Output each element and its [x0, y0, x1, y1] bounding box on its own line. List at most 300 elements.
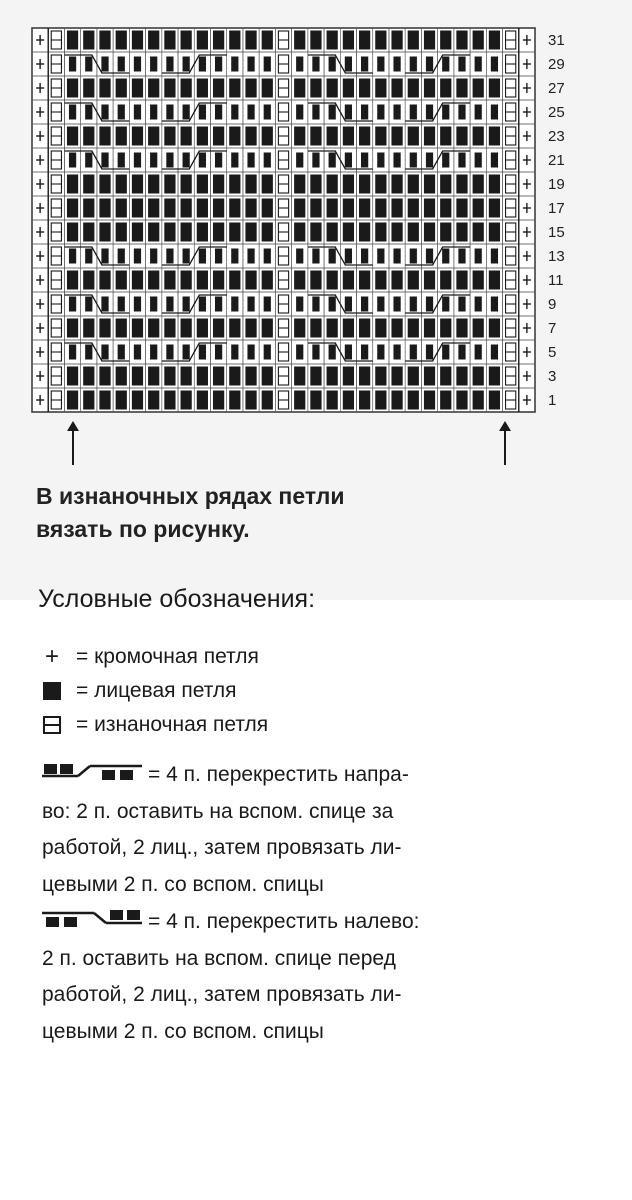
- knit-stitch-mark: [262, 223, 273, 242]
- knit-stitch-mark: [101, 297, 108, 312]
- knit-stitch-mark: [377, 345, 384, 360]
- knit-stitch-mark: [489, 223, 500, 242]
- knit-stitch-mark: [245, 319, 256, 338]
- knit-stitch-mark: [440, 271, 451, 290]
- knit-stitch-mark: [69, 345, 76, 360]
- knit-stitch-mark: [99, 175, 110, 194]
- knit-stitch-mark: [67, 271, 78, 290]
- row-number: 5: [548, 344, 557, 361]
- knit-stitch-mark: [148, 199, 159, 218]
- knit-stitch-mark: [101, 105, 108, 120]
- knit-stitch-mark: [456, 271, 467, 290]
- knit-stitch-mark: [231, 345, 238, 360]
- knit-stitch-mark: [440, 319, 451, 338]
- knit-stitch-mark: [118, 345, 125, 360]
- knit-stitch-mark: [458, 105, 465, 120]
- knit-stitch-mark: [408, 271, 419, 290]
- knit-stitch-mark: [245, 271, 256, 290]
- knit-stitch-mark: [343, 223, 354, 242]
- knit-stitch-mark: [116, 31, 127, 50]
- knit-stitch-mark: [296, 345, 303, 360]
- knit-stitch-mark: [213, 199, 224, 218]
- knit-stitch-mark: [164, 31, 175, 50]
- note-line: вязать по рисунку.: [36, 516, 250, 542]
- knit-stitch-mark: [393, 345, 400, 360]
- knit-stitch-mark: [327, 79, 338, 98]
- knit-stitch-mark: [134, 249, 141, 264]
- knit-stitch-mark: [491, 249, 498, 264]
- knit-stitch-mark: [327, 31, 338, 50]
- row-numbers: [548, 32, 565, 409]
- knit-stitch-mark: [229, 31, 240, 50]
- knit-stitch-mark: [231, 153, 238, 168]
- knit-stitch-mark: [343, 391, 354, 410]
- knit-stitch-mark: [440, 391, 451, 410]
- knit-stitch-mark: [391, 271, 402, 290]
- knit-stitch-mark: [166, 153, 173, 168]
- knit-stitch-mark: [148, 271, 159, 290]
- knit-stitch-mark: [132, 271, 143, 290]
- knit-stitch-mark: [375, 319, 386, 338]
- knit-stitch-mark: [85, 57, 92, 72]
- knit-stitch-mark: [361, 57, 368, 72]
- knit-stitch-mark: [247, 345, 254, 360]
- knit-stitch-mark: [181, 319, 192, 338]
- knit-stitch-mark: [458, 249, 465, 264]
- knit-stitch-mark: [134, 297, 141, 312]
- knit-stitch-mark: [458, 297, 465, 312]
- knit-stitch-mark: [164, 79, 175, 98]
- knit-stitch-mark: [264, 153, 271, 168]
- knit-stitch-mark: [375, 199, 386, 218]
- knit-stitch-mark: [183, 105, 190, 120]
- row-number: 15: [548, 224, 565, 241]
- knit-stitch-mark: [456, 199, 467, 218]
- knit-stitch-mark: [294, 367, 305, 386]
- knit-stitch-mark: [245, 127, 256, 146]
- knit-stitch-mark: [475, 57, 482, 72]
- knit-stitch-mark: [164, 127, 175, 146]
- knit-stitch-mark: [116, 79, 127, 98]
- knit-stitch-mark: [327, 199, 338, 218]
- row-number: 7: [548, 320, 557, 337]
- knit-stitch-mark: [229, 79, 240, 98]
- knit-stitch-mark: [83, 271, 94, 290]
- legend-edge-stitch: [42, 642, 267, 672]
- knit-stitch-mark: [442, 249, 449, 264]
- knit-stitch-mark: [197, 199, 208, 218]
- knit-stitch-mark: [343, 127, 354, 146]
- knit-stitch-mark: [83, 127, 94, 146]
- knit-stitch-mark: [99, 271, 110, 290]
- knit-stitch-mark: [359, 175, 370, 194]
- knit-stitch-mark: [329, 105, 336, 120]
- knit-stitch-mark: [375, 223, 386, 242]
- knit-stitch-mark: [440, 31, 451, 50]
- legend-purl-text: = изнаночная петля: [76, 713, 269, 736]
- knit-stitch-mark: [197, 223, 208, 242]
- knit-stitch-mark: [359, 367, 370, 386]
- knit-stitch-mark: [327, 127, 338, 146]
- knit-stitch-mark: [213, 31, 224, 50]
- cable-right-icon: [42, 762, 144, 784]
- knit-stitch-mark: [489, 175, 500, 194]
- knit-stitch-mark: [229, 271, 240, 290]
- knit-stitch-mark: [329, 57, 336, 72]
- knit-stitch-mark: [101, 345, 108, 360]
- knit-stitch-mark: [183, 249, 190, 264]
- knit-stitch-mark: [229, 175, 240, 194]
- knit-stitch-mark: [345, 153, 352, 168]
- knit-stitch-mark: [424, 223, 435, 242]
- knit-stitch-mark: [262, 367, 273, 386]
- knit-stitch-mark: [229, 391, 240, 410]
- knit-stitch-mark: [294, 391, 305, 410]
- knit-stitch-mark: [264, 297, 271, 312]
- knit-stitch-mark: [345, 345, 352, 360]
- knit-stitch-mark: [391, 391, 402, 410]
- knit-stitch-mark: [359, 31, 370, 50]
- knit-stitch-mark: [215, 57, 222, 72]
- knit-stitch-mark: [132, 199, 143, 218]
- knit-stitch-mark: [458, 153, 465, 168]
- knit-stitch-mark: [408, 79, 419, 98]
- knit-stitch-mark: [424, 127, 435, 146]
- knit-stitch-mark: [424, 175, 435, 194]
- knit-stitch-mark: [199, 249, 206, 264]
- knit-stitch-mark: [294, 199, 305, 218]
- knit-stitch-mark: [424, 31, 435, 50]
- knit-stitch-mark: [67, 391, 78, 410]
- knit-stitch-mark: [442, 153, 449, 168]
- knit-stitch-mark: [231, 105, 238, 120]
- knit-stitch-mark: [375, 31, 386, 50]
- knit-stitch-mark: [264, 105, 271, 120]
- knit-stitch-mark: [197, 319, 208, 338]
- knit-stitch-mark: [99, 127, 110, 146]
- knit-stitch-mark: [426, 297, 433, 312]
- note-text: [36, 480, 596, 546]
- knit-stitch-mark: [247, 249, 254, 264]
- knit-stitch-mark: [215, 249, 222, 264]
- knit-stitch-mark: [426, 57, 433, 72]
- knit-stitch-mark: [377, 153, 384, 168]
- knit-stitch-mark: [67, 199, 78, 218]
- knit-stitch-mark: [245, 31, 256, 50]
- knit-stitch-mark: [310, 79, 321, 98]
- cable-left-text-2: 2 п. оставить на вспом. спице перед: [42, 946, 396, 970]
- knit-stitch-mark: [359, 391, 370, 410]
- knit-stitch-mark: [229, 319, 240, 338]
- knit-stitch-mark: [473, 367, 484, 386]
- knit-stitch-mark: [473, 31, 484, 50]
- knit-stitch-mark: [359, 223, 370, 242]
- knit-stitch-mark: [116, 271, 127, 290]
- knit-stitch-mark: [213, 127, 224, 146]
- knit-stitch-mark: [67, 223, 78, 242]
- knit-stitch-mark: [132, 79, 143, 98]
- knit-stitch-mark: [391, 175, 402, 194]
- knit-stitch-icon: [42, 681, 62, 701]
- knit-stitch-mark: [440, 127, 451, 146]
- knit-stitch-mark: [132, 367, 143, 386]
- knit-stitch-mark: [197, 127, 208, 146]
- knit-stitch-mark: [262, 175, 273, 194]
- knit-stitch-mark: [262, 127, 273, 146]
- row-number: 9: [548, 296, 557, 313]
- knit-stitch-mark: [181, 79, 192, 98]
- knit-stitch-mark: [166, 249, 173, 264]
- knit-stitch-mark: [245, 223, 256, 242]
- knit-stitch-mark: [377, 297, 384, 312]
- knit-stitch-mark: [440, 199, 451, 218]
- knit-stitch-mark: [181, 391, 192, 410]
- knit-stitch-mark: [475, 153, 482, 168]
- knit-stitch-mark: [393, 297, 400, 312]
- knit-stitch-mark: [410, 249, 417, 264]
- knit-stitch-mark: [312, 153, 319, 168]
- knit-stitch-mark: [456, 31, 467, 50]
- knit-stitch-mark: [247, 57, 254, 72]
- knit-stitch-mark: [442, 57, 449, 72]
- knit-stitch-mark: [99, 31, 110, 50]
- knit-stitch-mark: [359, 271, 370, 290]
- knit-stitch-mark: [83, 223, 94, 242]
- knit-stitch-mark: [85, 105, 92, 120]
- knit-stitch-mark: [132, 175, 143, 194]
- knit-stitch-mark: [181, 199, 192, 218]
- knit-stitch-mark: [264, 57, 271, 72]
- knit-stitch-mark: [361, 297, 368, 312]
- cable-right-text-1: = 4 п. перекрестить напра-: [148, 763, 409, 786]
- knit-stitch-mark: [458, 57, 465, 72]
- knit-stitch-mark: [343, 79, 354, 98]
- knit-stitch-mark: [215, 345, 222, 360]
- knit-stitch-mark: [310, 175, 321, 194]
- knit-stitch-mark: [491, 57, 498, 72]
- knit-stitch-mark: [69, 57, 76, 72]
- cable-right-text-4: цевыми 2 п. со вспом. спицы: [42, 872, 324, 896]
- knit-stitch-mark: [199, 345, 206, 360]
- knit-stitch-mark: [408, 319, 419, 338]
- knit-stitch-mark: [164, 367, 175, 386]
- knit-stitch-mark: [310, 31, 321, 50]
- knit-stitch-mark: [231, 57, 238, 72]
- knit-stitch-mark: [118, 57, 125, 72]
- knit-stitch-mark: [67, 127, 78, 146]
- knit-stitch-mark: [310, 223, 321, 242]
- knit-stitch-mark: [393, 249, 400, 264]
- knit-stitch-mark: [215, 105, 222, 120]
- knit-stitch-mark: [310, 367, 321, 386]
- knit-stitch-mark: [164, 175, 175, 194]
- knit-stitch-mark: [473, 271, 484, 290]
- knit-stitch-mark: [473, 223, 484, 242]
- cable-left-text-4: цевыми 2 п. со вспом. спицы: [42, 1019, 324, 1043]
- knit-stitch-mark: [83, 79, 94, 98]
- knit-stitch-mark: [343, 271, 354, 290]
- knit-stitch-mark: [83, 391, 94, 410]
- knit-stitch-mark: [343, 175, 354, 194]
- knit-stitch-mark: [134, 153, 141, 168]
- knit-stitch-mark: [69, 105, 76, 120]
- knit-stitch-mark: [213, 175, 224, 194]
- knit-stitch-mark: [245, 391, 256, 410]
- knit-stitch-mark: [83, 367, 94, 386]
- row-number: 11: [548, 272, 564, 289]
- knit-stitch-mark: [262, 319, 273, 338]
- knit-stitch-mark: [134, 57, 141, 72]
- knit-stitch-mark: [410, 297, 417, 312]
- row-number: 1: [548, 392, 557, 409]
- cable-right-text-3: работой, 2 лиц., затем провязать ли-: [42, 836, 402, 859]
- knit-stitch-mark: [294, 79, 305, 98]
- knit-stitch-mark: [148, 391, 159, 410]
- knit-stitch-mark: [116, 223, 127, 242]
- knit-stitch-mark: [197, 271, 208, 290]
- knit-stitch-mark: [197, 79, 208, 98]
- knit-stitch-mark: [294, 271, 305, 290]
- knit-stitch-mark: [456, 391, 467, 410]
- knit-stitch-mark: [296, 297, 303, 312]
- knit-stitch-mark: [181, 367, 192, 386]
- knit-stitch-mark: [116, 127, 127, 146]
- knit-stitch-mark: [166, 297, 173, 312]
- knit-stitch-mark: [294, 175, 305, 194]
- knit-stitch-mark: [329, 153, 336, 168]
- knit-stitch-mark: [199, 297, 206, 312]
- knit-stitch-mark: [99, 367, 110, 386]
- knit-stitch-mark: [327, 271, 338, 290]
- knit-stitch-mark: [310, 319, 321, 338]
- knit-stitch-mark: [475, 249, 482, 264]
- knit-stitch-mark: [426, 345, 433, 360]
- knit-stitch-mark: [166, 57, 173, 72]
- knit-stitch-mark: [148, 31, 159, 50]
- knit-stitch-mark: [245, 175, 256, 194]
- knit-stitch-mark: [489, 79, 500, 98]
- knit-stitch-mark: [231, 249, 238, 264]
- knit-stitch-mark: [410, 153, 417, 168]
- knit-stitch-mark: [116, 175, 127, 194]
- knit-stitch-mark: [166, 345, 173, 360]
- knit-stitch-mark: [245, 367, 256, 386]
- knit-stitch-mark: [327, 223, 338, 242]
- edge-stitch-icon: +: [44, 643, 59, 670]
- knit-stitch-mark: [262, 79, 273, 98]
- knit-stitch-mark: [148, 175, 159, 194]
- knit-stitch-mark: [166, 105, 173, 120]
- knit-stitch-mark: [134, 345, 141, 360]
- knit-stitch-mark: [491, 345, 498, 360]
- knit-stitch-mark: [359, 127, 370, 146]
- knit-stitch-mark: [148, 223, 159, 242]
- knit-stitch-mark: [310, 271, 321, 290]
- knit-stitch-mark: [442, 345, 449, 360]
- knit-stitch-mark: [312, 105, 319, 120]
- knit-stitch-mark: [262, 199, 273, 218]
- knit-stitch-mark: [296, 105, 303, 120]
- knit-stitch-mark: [264, 249, 271, 264]
- knit-stitch-mark: [375, 175, 386, 194]
- knit-stitch-mark: [83, 319, 94, 338]
- knit-stitch-mark: [343, 319, 354, 338]
- knit-stitch-mark: [456, 367, 467, 386]
- knit-stitch-mark: [231, 297, 238, 312]
- knit-stitch-mark: [327, 175, 338, 194]
- knit-stitch-mark: [491, 105, 498, 120]
- knit-stitch-mark: [408, 31, 419, 50]
- knit-stitch-mark: [148, 79, 159, 98]
- row-number: 25: [548, 104, 565, 121]
- knit-stitch-mark: [229, 367, 240, 386]
- knit-stitch-mark: [197, 367, 208, 386]
- knit-stitch-mark: [294, 223, 305, 242]
- knit-stitch-mark: [101, 153, 108, 168]
- knit-stitch-mark: [310, 391, 321, 410]
- knit-stitch-mark: [408, 199, 419, 218]
- knit-stitch-mark: [199, 105, 206, 120]
- knit-stitch-mark: [375, 271, 386, 290]
- knit-stitch-mark: [343, 367, 354, 386]
- knit-stitch-mark: [391, 199, 402, 218]
- knit-stitch-mark: [473, 79, 484, 98]
- knit-stitch-mark: [345, 57, 352, 72]
- legend-purl-stitch: [42, 710, 276, 740]
- knit-stitch-mark: [456, 79, 467, 98]
- knit-stitch-mark: [442, 297, 449, 312]
- knit-stitch-mark: [183, 345, 190, 360]
- knit-stitch-mark: [83, 175, 94, 194]
- knit-stitch-mark: [489, 271, 500, 290]
- legend-cable-left: [42, 904, 602, 1050]
- knit-stitch-mark: [229, 127, 240, 146]
- knit-stitch-mark: [229, 223, 240, 242]
- knit-stitch-mark: [183, 153, 190, 168]
- knit-stitch-mark: [150, 345, 157, 360]
- knit-stitch-mark: [391, 367, 402, 386]
- knit-stitch-mark: [361, 105, 368, 120]
- knit-stitch-mark: [99, 391, 110, 410]
- knit-stitch-mark: [116, 319, 127, 338]
- knit-stitch-mark: [247, 153, 254, 168]
- knit-stitch-mark: [359, 79, 370, 98]
- knit-stitch-mark: [408, 127, 419, 146]
- knit-stitch-mark: [489, 319, 500, 338]
- knit-stitch-mark: [132, 127, 143, 146]
- knit-stitch-mark: [118, 153, 125, 168]
- knit-stitch-mark: [116, 199, 127, 218]
- knit-stitch-mark: [426, 105, 433, 120]
- knit-stitch-mark: [426, 249, 433, 264]
- knit-stitch-mark: [67, 175, 78, 194]
- knit-stitch-mark: [213, 223, 224, 242]
- knit-stitch-mark: [132, 223, 143, 242]
- knit-stitch-mark: [343, 31, 354, 50]
- row-number: 29: [548, 56, 565, 73]
- knit-stitch-mark: [294, 31, 305, 50]
- knit-stitch-mark: [183, 297, 190, 312]
- knit-stitch-mark: [408, 391, 419, 410]
- knit-stitch-mark: [410, 345, 417, 360]
- knit-stitch-mark: [99, 79, 110, 98]
- knit-stitch-mark: [101, 57, 108, 72]
- knit-stitch-mark: [410, 105, 417, 120]
- knitting-chart: [0, 0, 632, 420]
- knit-stitch-mark: [213, 391, 224, 410]
- knit-stitch-mark: [132, 391, 143, 410]
- knit-stitch-mark: [134, 105, 141, 120]
